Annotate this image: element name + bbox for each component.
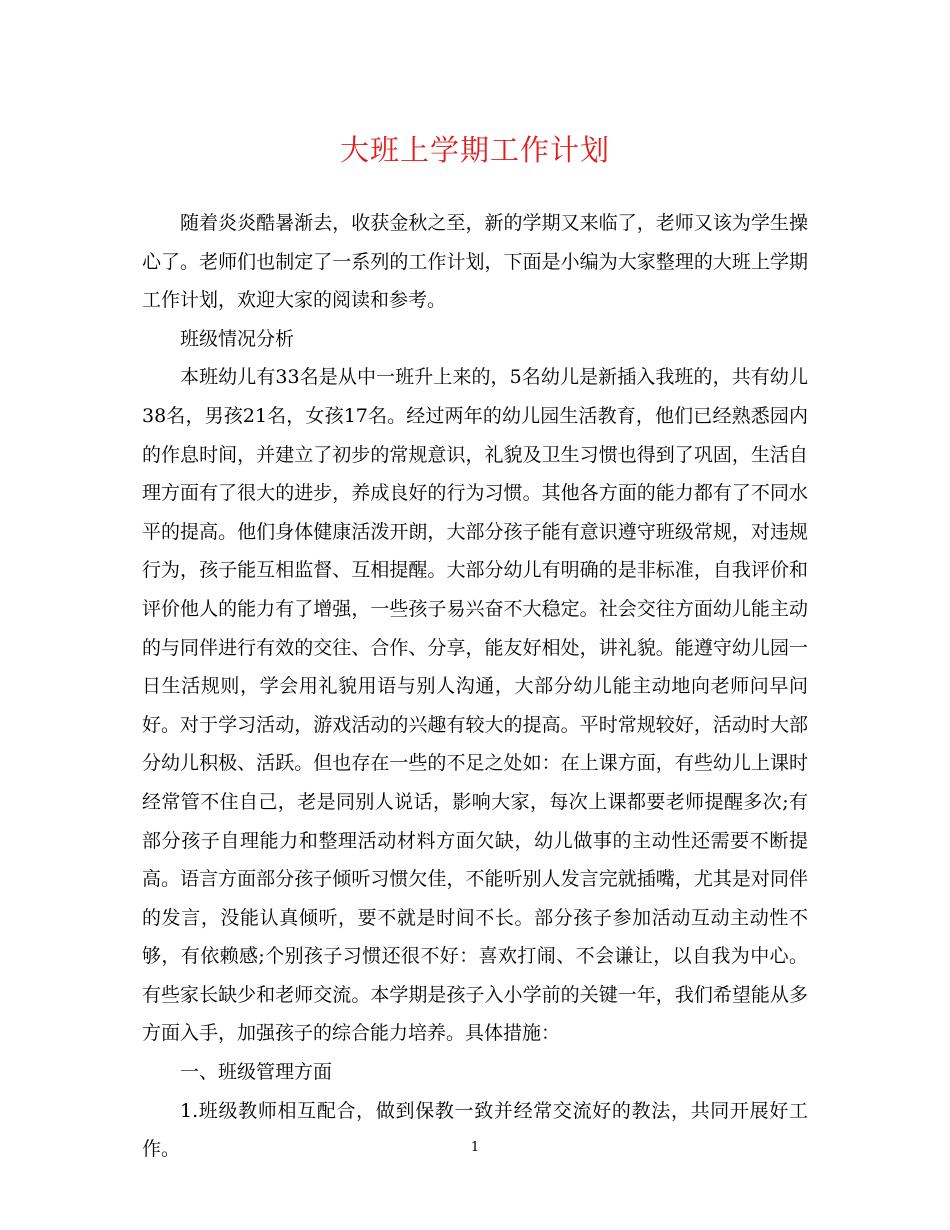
- intro-paragraph: 随着炎炎酷暑渐去，收获金秋之至，新的学期又来临了，老师又该为学生操心了。老师们也制定了一系列的工作计划，下面是小编为大家整理的大班上学期工作计划，欢迎大家的阅读和参考。: [142, 212, 808, 312]
- section-heading-class-management: 一、班级管理方面: [180, 1061, 333, 1084]
- page-number: 1: [470, 1140, 480, 1155]
- section-heading-class-analysis: 班级情况分析: [180, 327, 295, 350]
- document-body: [142, 204, 808, 1169]
- class-analysis-paragraph: 本班幼儿有33名是从中一班升上来的，5名幼儿是新插入我班的，共有幼儿38名，男孩21名，女孩17名。经过两年的幼儿园生活教育，他们已经熟悉园内的作息时间，并建立了初步的常规意识，礼貌及卫生习惯也得到了巩固，生活自理方面有了很大的进步，养成良好的行为习惯。其他各方面的能力都有了不同水平的提高。他们身体健康活泼开朗，大部分孩子能有意识遵守班级常规，对违规行为，孩子能互相监督、互相提醒。大部分幼儿有明确的是非标准，自我评价和评价他人的能力有了增强，一些孩子易兴奋不大稳定。社会交往方面幼儿能主动的与同伴进行有效的交往、合作、分享，能友好相处，讲礼貌。能遵守幼儿园一日生活规则，学会用礼貌用语与别人沟通，大部分幼儿能主动地向老师问早问好。对于学习活动，游戏活动的兴趣有较大的提高。平时常规较好，活动时大部分幼儿积极、活跃。但也存在一些的不足之处如：在上课方面，有些幼儿上课时经常管不住自己，老是同别人说话，影响大家，每次上课都要老师提醒多次;有部分孩子自理能力和整理活动材料方面欠缺，幼儿做事的主动性还需要不断提高。语言方面部分孩子倾听习惯欠佳，不能听别人发言完就插嘴，尤其是对同伴的发言，没能认真倾听，要不就是时间不长。部分孩子参加活动互动主动性不够，有依赖感;个别孩子习惯还很不好：喜欢打闹、不会谦让，以自我为中心。有些家长缺少和老师交流。本学期是孩子入小学前的关键一年，我们希望能从多方面入手，加强孩子的综合能力培养。具体措施：: [142, 366, 808, 1045]
- management-item-1: 1.班级教师相互配合，做到保教一致并经常交流好的教法，共同开展好工作。: [142, 1099, 808, 1161]
- document-title: 大班上学期工作计划: [339, 133, 610, 167]
